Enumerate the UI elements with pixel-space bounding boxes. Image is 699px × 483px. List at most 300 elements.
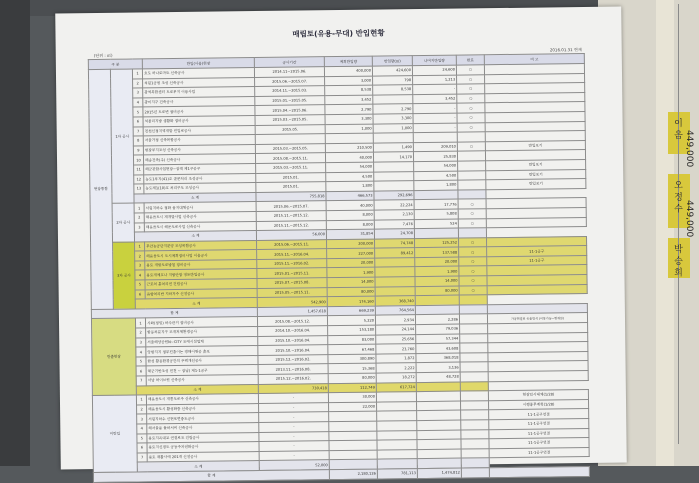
actual-amount: 8,538 (373, 85, 413, 95)
group-label-pending: 미반입 (92, 395, 137, 472)
site-name: 석림1공원 조성 신축공사 (143, 77, 255, 88)
remaining-amount: 1,800 (414, 180, 458, 190)
done-cell (459, 237, 487, 247)
period: 2015.05.~2015.11. (257, 287, 327, 297)
row-number: 1 (134, 203, 144, 213)
planned-amount: 22,000 (329, 402, 377, 412)
period: 2015.11.~2016.02. (257, 259, 327, 269)
done-cell (459, 285, 487, 295)
period: 2015.01. (256, 182, 326, 192)
subtotal-label: 소 계 (134, 192, 256, 203)
site-name: 합동처분지구 조개처체환경공사 (146, 327, 258, 338)
note: 반입포기 (486, 159, 586, 170)
planned-amount: 54,000 (326, 162, 374, 172)
done-cell (457, 122, 485, 132)
done-mark: ○ (471, 259, 475, 264)
actual-amount (377, 449, 417, 459)
site-name: 광역복합센터 도로부지 이용사업 (143, 87, 255, 98)
site-name: 효도 하나로마트 신축공사 (142, 68, 254, 79)
remaining-amount (416, 391, 460, 401)
site-name: 석불리지방 생활화 정비공사 (143, 116, 255, 127)
row-number: 7 (133, 126, 143, 136)
remaining-amount (417, 430, 461, 440)
subtotal-actual: 174,160 (327, 296, 375, 306)
note (487, 284, 587, 295)
grand-total-remain: 1,474,812 (417, 468, 461, 478)
done-cell (457, 151, 485, 161)
actual-amount (373, 94, 413, 104)
row-number: 10 (133, 155, 143, 165)
background-name: 박 승 희 (672, 244, 682, 277)
actual-amount (374, 162, 414, 172)
row-number: 2 (135, 251, 145, 261)
planned-amount: 300,890 (328, 354, 376, 364)
planned-amount: 8,538 (325, 85, 373, 95)
planned-amount: 15,368 (328, 363, 376, 373)
remaining-amount: 368,018 (416, 353, 460, 363)
planned-amount: 1,900 (327, 268, 375, 278)
unit-label: (단위 : ㎥) (93, 52, 113, 59)
period: 2015.01. (256, 172, 326, 182)
grand-total-plan: 2,180,126 (329, 469, 377, 479)
done-cell (461, 429, 489, 439)
done-cell (456, 65, 484, 75)
period: 2015.04.~2015.06. (255, 105, 325, 115)
period: - (259, 402, 329, 412)
actual-amount: 18,272 (376, 373, 416, 383)
period: 2015.07.~2015.08. (257, 278, 327, 288)
remaining-amount: 4,500 (414, 171, 458, 181)
actual-amount (374, 181, 414, 191)
subtotal-remain: 24,708 (374, 229, 414, 239)
period: 2015.10.~2016.04. (258, 335, 328, 345)
header-done: 완료 (456, 55, 484, 65)
row-number: 6 (137, 443, 147, 453)
subtotal-actual: 31,854 (326, 229, 374, 239)
done-cell (460, 333, 488, 343)
actual-amount (373, 133, 413, 143)
note: 시행중무계획(1/28) (489, 399, 589, 410)
subtotal-actual: 466,573 (326, 191, 374, 201)
row-number: 5 (135, 280, 145, 290)
period: - (259, 431, 329, 441)
subtotal-label: 소 계 (136, 384, 258, 395)
row-number: 1 (136, 395, 146, 405)
site-name: 해군관함사업현장~장벽 제1구공구 (144, 163, 256, 174)
done-cell (457, 94, 485, 104)
remaining-amount: 524 (414, 219, 458, 229)
remaining-amount (417, 401, 461, 411)
site-name: 해운읍도시 활성화종 신축공사 (147, 403, 259, 414)
background-name: 오 정 수 (672, 180, 682, 213)
header-actual: 반입량(㎥) (372, 56, 412, 66)
period: 2015.01.~2015.11. (257, 268, 327, 278)
row-number: 5 (133, 107, 143, 117)
period: 2015.12.~2016.02. (258, 354, 328, 364)
row-number: 1 (132, 69, 142, 79)
actual-amount (375, 267, 415, 277)
grand-total-actual: 781,113 (377, 469, 417, 479)
remaining-amount: 54,000 (414, 161, 458, 171)
empty-cell (458, 228, 486, 238)
row-number: 3 (135, 261, 145, 271)
row-number: 4 (136, 347, 146, 357)
empty-cell (459, 295, 487, 305)
note: 현장일시대체(1/28) (488, 390, 588, 401)
total-actual: 669,239 (327, 306, 375, 316)
planned-amount: 1,800 (326, 181, 374, 191)
planned-amount: 3,000 (325, 76, 373, 86)
site-name: 해서울용 돌하서씨 신축공사 (147, 422, 259, 433)
header-category: 구 분 (88, 59, 142, 70)
row-number: 6 (133, 117, 143, 127)
background-name: 이 음 (672, 118, 682, 139)
note (488, 370, 588, 381)
done-cell (458, 209, 486, 219)
site-name: 해송건축(주) 신축공사 (144, 154, 256, 165)
subtotal-plan: 755,818 (256, 191, 326, 201)
row-number: 3 (136, 338, 146, 348)
done-cell (459, 314, 487, 324)
remaining-amount: 209,010 (413, 142, 457, 152)
subtotal-label: 소 계 (137, 461, 259, 472)
done-mark: ○ (469, 96, 473, 101)
site-name: 농도1부지(41)호 골분처리 조성공사 (144, 173, 256, 184)
remaining-amount (413, 132, 457, 142)
row-number: 3 (133, 88, 143, 98)
row-number: 7 (136, 376, 146, 386)
row-number: 3 (137, 414, 147, 424)
period: - (259, 412, 329, 422)
actual-amount: 24,144 (376, 325, 416, 335)
total-label: 합 계 (91, 307, 257, 319)
site-name: 용토개체호나 지방단방 영토반입공사 (145, 269, 257, 280)
actual-amount: 2,790 (373, 104, 413, 114)
done-mark: ○ (471, 288, 475, 293)
empty-cell (461, 468, 489, 478)
period: 2015.08.~2015.11. (255, 153, 325, 163)
period: 2015.12.~2016.02. (258, 374, 328, 384)
site-name: 시화(정밀) 하수관거 정비공사 (145, 317, 257, 328)
done-cell (458, 199, 486, 209)
period: - (259, 422, 329, 432)
done-cell (459, 247, 487, 257)
period: 2015.05. (255, 124, 325, 134)
row-number: 4 (133, 98, 143, 108)
empty-cell (414, 228, 458, 238)
remaining-amount: 1,900 (415, 267, 459, 277)
done-cell (460, 372, 488, 382)
actual-amount: 1,872 (376, 353, 416, 363)
empty-cell (459, 305, 487, 315)
remaining-amount: 14,000 (415, 276, 459, 286)
site-name: 해운읍도시 해운도로사업 신축공사 (144, 221, 256, 232)
site-name: 농도제1(10)호 처리구도 조성공사 (144, 183, 256, 194)
remaining-amount: 79,036 (416, 324, 460, 334)
planned-amount: 5,220 (327, 316, 375, 326)
planned-amount (329, 421, 377, 431)
group-label-dispatch: 반출현장 (91, 318, 136, 395)
planned-amount: 30,000 (328, 392, 376, 402)
actual-amount (377, 401, 417, 411)
done-cell (461, 439, 489, 449)
period: 2015.03.~2015.05. (255, 115, 325, 125)
done-mark: ○ (469, 86, 473, 91)
as-of-date: 2016.01.31 현재 (549, 47, 582, 53)
planned-amount: 80,000 (328, 373, 376, 383)
background-amount: 449,000 (684, 200, 694, 238)
row-number: 6 (135, 290, 145, 300)
done-mark: ○ (470, 211, 474, 216)
remaining-amount: - (413, 113, 457, 123)
actual-amount: 89,412 (375, 248, 415, 258)
row-number: 4 (135, 270, 145, 280)
done-mark: ○ (468, 67, 473, 72)
planned-amount: 14,000 (327, 277, 375, 287)
actual-amount: 22,224 (374, 200, 414, 210)
planned-amount: 8,000 (326, 220, 374, 230)
done-cell (459, 257, 487, 267)
remaining-amount: - (413, 84, 457, 94)
done-cell (460, 343, 488, 353)
period: 2015.06.~2015.07. (255, 76, 325, 86)
row-number: 7 (137, 453, 147, 463)
actual-amount (375, 286, 415, 296)
done-cell (460, 353, 488, 363)
site-name: 해운읍도시 재개발사업 신축공사 (144, 211, 256, 222)
actual-amount: 1,000 (373, 123, 413, 133)
total-remain: 764,564 (375, 305, 415, 315)
header-note: 비 고 (484, 54, 584, 65)
planned-amount: 83,000 (328, 335, 376, 345)
site-name: 용토 재활사에 201개 신설공사 (147, 451, 259, 462)
site-name: 해운읍도시 도시계획정비사업 이용공사 (145, 250, 257, 261)
done-cell (457, 113, 485, 123)
empty-cell (461, 458, 489, 468)
row-number: 12 (134, 174, 144, 184)
actual-amount (377, 421, 417, 431)
done-mark: ○ (469, 115, 473, 120)
remaining-amount: 125,252 (415, 238, 459, 248)
actual-amount: 25,656 (376, 334, 416, 344)
note: 11-1공구 (487, 246, 587, 257)
site-name: 2015년 도로변 정비공사 (143, 106, 255, 117)
remaining-amount: 17,776 (414, 199, 458, 209)
row-number: 11 (134, 165, 144, 175)
done-mark: ○ (471, 249, 475, 254)
actual-amount: 7,476 (374, 219, 414, 229)
empty-cell (415, 305, 459, 315)
period: 2014.11~2015.06. (254, 67, 324, 77)
period: - (259, 450, 329, 460)
actual-amount: 2,130 (374, 210, 414, 220)
note: 11-1공구연결 (489, 447, 589, 458)
done-mark: ○ (471, 269, 475, 274)
period: 2015.11.~2015.12. (256, 220, 326, 230)
note: 11-1공구연결 (489, 409, 589, 420)
done-mark: ○ (471, 278, 475, 283)
site-name: 서림지하수 정화 용지대체공사 (144, 202, 256, 213)
done-cell (460, 324, 488, 334)
planned-amount: 40,000 (325, 152, 373, 162)
desk-edge (0, 0, 30, 466)
planned-amount (329, 450, 377, 460)
period: 2015.11.~2016.04. (257, 249, 327, 259)
planned-amount: 400,000 (324, 66, 372, 76)
site-name: 합성 활동환경공간의 주택개선공사 (146, 355, 258, 366)
remaining-amount: 137,588 (415, 247, 459, 257)
empty-cell (489, 466, 589, 477)
subtotal-plan: 730,418 (258, 383, 328, 393)
subtotal-plan: 52,000 (259, 460, 329, 470)
row-number: 6 (136, 366, 146, 376)
remaining-amount (417, 439, 461, 449)
remaining-amount (417, 420, 461, 430)
header-site: 반입(사용)현장 (142, 58, 254, 69)
planned-amount: 227,000 (327, 248, 375, 258)
done-mark: ○ (469, 144, 474, 149)
empty-cell (414, 190, 458, 200)
row-number: 9 (133, 146, 143, 156)
done-cell (459, 266, 487, 276)
document-page (55, 7, 627, 478)
done-cell (457, 74, 485, 84)
actual-amount (376, 392, 416, 402)
period: 2015.06.~2015.07. (256, 201, 326, 211)
empty-cell (417, 458, 461, 468)
site-name: 앙합지지 정부진흥이는 경해이원공 흙포 (146, 346, 258, 357)
period: 2015.08.~2015.12. (257, 316, 327, 326)
actual-amount: 424,600 (372, 66, 412, 76)
note: 11-1공구연결 (489, 438, 589, 449)
note: 11-1공구연결 (489, 428, 589, 439)
row-number: 8 (133, 136, 143, 146)
row-number: 5 (137, 433, 147, 443)
planned-amount: 2,790 (325, 104, 373, 114)
note: 11-1공구연결 (489, 418, 589, 429)
done-mark: ○ (470, 240, 475, 245)
remaining-amount: 20,000 (415, 257, 459, 267)
done-mark: ○ (469, 125, 473, 130)
period: - (258, 393, 328, 403)
period: - (259, 441, 329, 451)
period: 2015.10.~2016.04. (258, 345, 328, 355)
remaining-amount (417, 410, 461, 420)
planned-amount: 200,000 (327, 239, 375, 249)
planned-amount (329, 440, 377, 450)
actual-amount (375, 257, 415, 267)
site-name: 서울해양공원N~CITY 조애시설업체 (146, 336, 258, 347)
row-number: 4 (137, 424, 147, 434)
group-label-phase1: 1차 공사 (110, 69, 134, 204)
done-cell (458, 218, 486, 228)
actual-amount (377, 430, 417, 440)
remaining-amount: - (413, 103, 457, 113)
site-name: 해운읍도시 개통도로주 신축공사 (146, 394, 258, 405)
period: 2014.11.~2015.03. (255, 86, 325, 96)
remaining-amount: 1,213 (413, 75, 457, 85)
remaining-amount: 3,136 (416, 362, 460, 372)
empty-cell (377, 459, 417, 469)
row-number: 2 (134, 213, 144, 223)
background-amount: 449,000 (684, 130, 694, 168)
done-mark: ○ (469, 106, 473, 111)
done-cell (457, 141, 485, 151)
subtotal-plan: 542,900 (257, 297, 327, 307)
empty-cell (416, 382, 460, 392)
note: 반입포기 (486, 179, 586, 190)
subtotal-remain: 617,724 (376, 382, 416, 392)
actual-amount: 74,748 (375, 238, 415, 248)
actual-amount: 798 (373, 75, 413, 85)
subtotal-remain: 292,696 (374, 190, 414, 200)
planned-amount (329, 431, 377, 441)
planned-amount: 1,000 (325, 124, 373, 134)
site-name: 용토 개발도로방침 정비공사 (145, 259, 257, 270)
site-name: 무안농공단지분양 조성복합공사 (145, 240, 257, 251)
remaining-amount: 3,452 (413, 94, 457, 104)
remaining-amount: 5,808 (414, 209, 458, 219)
done-mark: ○ (470, 221, 474, 226)
site-name: 음향처리반 지하저수 신설공사 (145, 288, 257, 299)
row-number: 1 (135, 318, 145, 328)
empty-cell (415, 295, 459, 305)
remaining-amount: 25,830 (413, 151, 457, 161)
remaining-amount: 24,600 (412, 65, 456, 75)
site-name: 용토지신경도 공동주차년화공사 (147, 442, 259, 453)
done-cell (457, 84, 485, 94)
row-number: 5 (136, 357, 146, 367)
subtotal-remain: 368,740 (375, 296, 415, 306)
note: 반입포기 (486, 169, 586, 180)
done-cell (458, 180, 486, 190)
note: 11-1공구 (487, 255, 587, 266)
header-remain: 나머지반입량 (412, 55, 456, 66)
done-cell (461, 420, 489, 430)
row-number: 2 (136, 328, 146, 338)
done-cell (458, 161, 486, 171)
actual-amount: 2,222 (376, 363, 416, 373)
row-number: 3 (134, 222, 144, 232)
intake-table (88, 53, 590, 483)
done-cell (461, 400, 489, 410)
actual-amount (377, 440, 417, 450)
planned-amount: 4,500 (326, 172, 374, 182)
done-mark: ○ (470, 201, 474, 207)
row-number: 2 (137, 405, 147, 415)
background-stripe (656, 0, 674, 466)
group-label-main: 현장통합 (88, 69, 113, 309)
row-number: 1 (135, 242, 145, 252)
group-label-phase3: 3차 공사 (113, 242, 136, 309)
planned-amount: 3,300 (325, 114, 373, 124)
planned-amount: 80,000 (327, 287, 375, 297)
site-name: 근로처 흙처리연 건립공사 (145, 279, 257, 290)
done-cell (460, 362, 488, 372)
actual-amount (375, 277, 415, 287)
period: 2014.10.~2016.04. (258, 326, 328, 336)
empty-cell (458, 189, 486, 199)
actual-amount: 23,760 (376, 344, 416, 354)
remaining-amount: 2,286 (415, 314, 459, 324)
site-name: 용토지옥대교 연결로조 건립공사 (147, 432, 259, 443)
remaining-amount: 48,728 (416, 372, 460, 382)
row-number: 2 (133, 79, 143, 89)
done-cell (458, 170, 486, 180)
note: 반입포기 (485, 140, 585, 151)
grand-total-label: 합 계 (93, 470, 329, 482)
row-number: 13 (134, 184, 144, 194)
